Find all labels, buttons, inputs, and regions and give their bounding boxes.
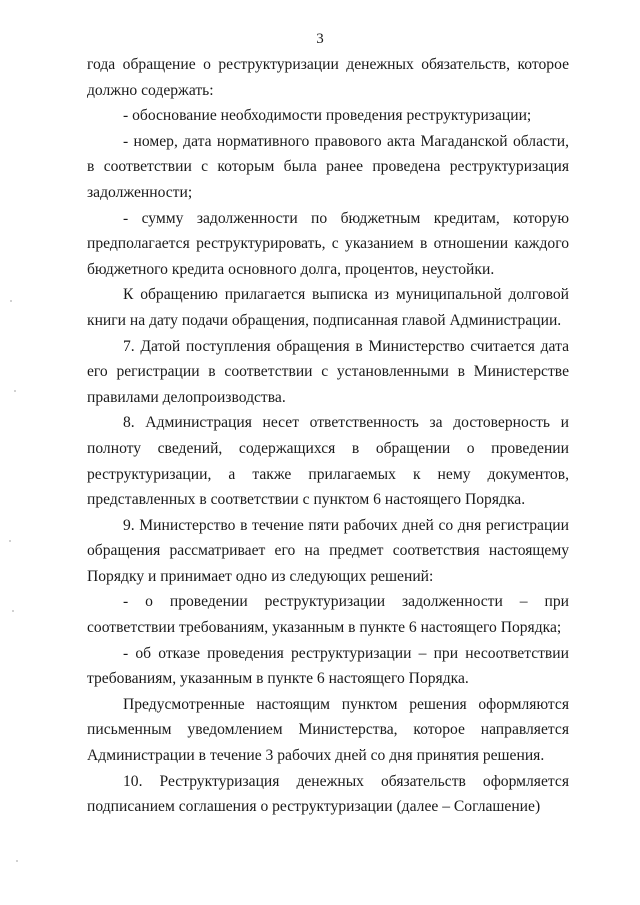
paragraph-clause-7: 7. Датой поступления обращения в Министерство считается дата его регистрации в соответствии с установленными в Министерстве правилами делопроизводства. xyxy=(87,337,569,406)
page-number: 3 xyxy=(316,31,324,47)
paragraph-list-item-justification: - обоснование необходимости проведения реструктуризации; xyxy=(123,107,532,125)
scan-speck xyxy=(10,300,12,302)
paragraph-clause-9: 9. Министерство в течение пяти рабочих дней со дня регистрации обращения рассматривает его на предмет соответствия настоящему Порядку и принимает одно из следующих решений: xyxy=(87,516,569,585)
paragraph-continuation: года обращение о реструктуризации денежных обязательств, которое должно содержать: xyxy=(87,56,569,99)
paragraph-decision-approve: - о проведении реструктуризации задолженности – при соответствии требованиям, указанным в пункте 6 настоящего Порядка; xyxy=(87,593,569,637)
paragraph-notification: Предусмотренные настоящим пунктом решения оформляются письменным уведомлением Министерства, которое направляется Администрации в течение 3 рабочих дней со дня принятия решения. xyxy=(87,695,569,765)
paragraph-attachment: К обращению прилагается выписка из муниципальной долговой книги на дату подачи обращения, подписанная главой Администрации. xyxy=(87,286,569,329)
paragraph-clause-8: 8. Администрация несет ответственность за достоверность и полноту сведений, содержащихся в обращении о проведении реструктуризации, а также прилагаемых к нему документов, представленных в соответствии с пунктом 6 настоящего Порядка. xyxy=(87,414,569,509)
paragraph-list-item-legal-act: - номер, дата нормативного правового акта Магаданской области, в соответствии с которым была ранее проведена реструктуризация задолженности; xyxy=(87,132,569,201)
scan-speck xyxy=(14,390,16,392)
paragraph-clause-10: 10. Реструктуризация денежных обязательств оформляется подписанием соглашения о реструктуризации (далее – Соглашение) xyxy=(87,772,569,816)
scan-speck xyxy=(12,610,14,612)
paragraph-decision-refuse: - об отказе проведения реструктуризации – при несоответствии требованиям, указанным в пункте 6 настоящего Порядка. xyxy=(87,644,569,688)
document-body xyxy=(87,52,569,820)
paragraph-list-item-debt-amount: - сумму задолженности по бюджетным кредитам, которую предполагается реструктурировать, с указанием в отношении каждого бюджетного кредита основного долга, процентов, неустойки. xyxy=(87,209,569,278)
scan-speck xyxy=(9,540,11,542)
scan-speck xyxy=(16,860,18,862)
